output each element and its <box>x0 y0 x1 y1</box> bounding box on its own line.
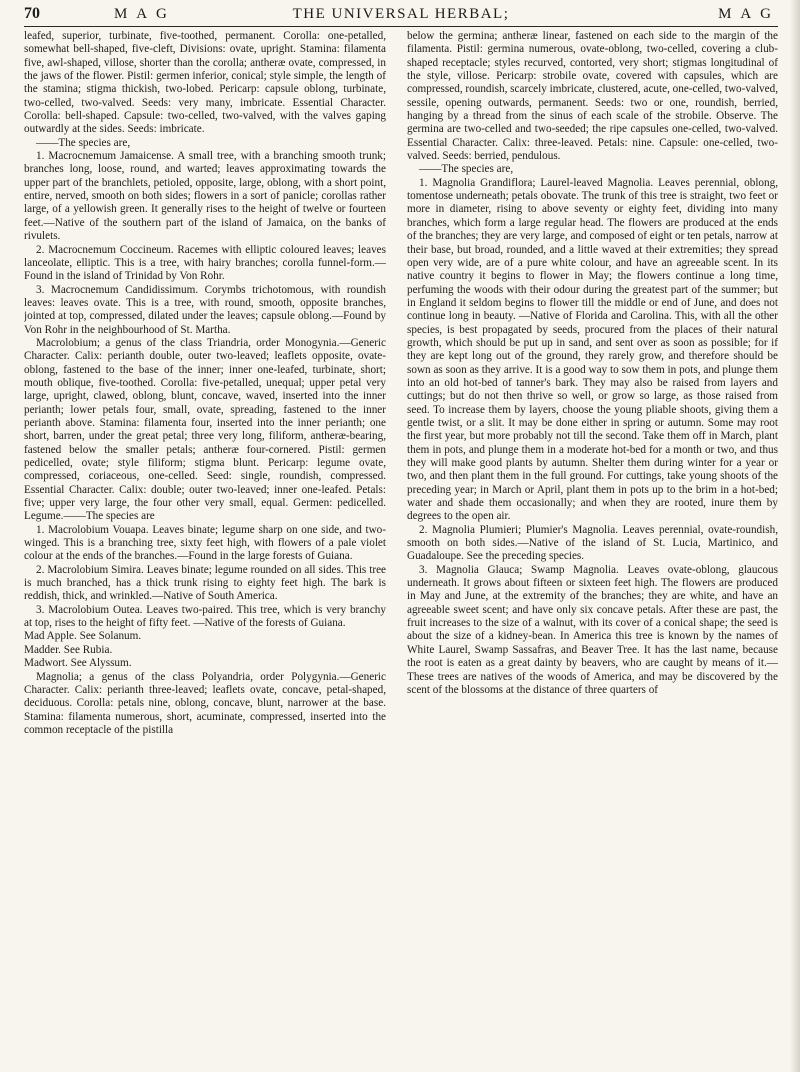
right-column <box>407 30 778 1066</box>
running-head-right: M A G <box>718 6 774 22</box>
cross-reference: Madwort. See Alyssum. <box>24 657 132 670</box>
text-columns <box>24 30 778 1066</box>
paragraph: 2. Macrolobium Simira. Leaves binate; legume rounded on all sides. This tree is much branched, has a thick trunk rising to eighty feet high. The bark is reddish, thick, and wrinkled.—Native of South America. <box>24 563 386 603</box>
species-heading: ——The species are, <box>36 136 131 149</box>
left-column <box>24 30 386 1066</box>
page-number: 70 <box>24 5 40 22</box>
running-header <box>24 4 778 27</box>
paragraph: 2. Magnolia Plumieri; Plumier's Magnolia. Leaves perennial, ovate-roundish, smooth on both sides.—Native of the island of St. Lucia, Martinico, and Guadaloupe. See the preceding species. <box>407 523 778 563</box>
book-title: THE UNIVERSAL HERBAL; <box>292 6 510 22</box>
running-head-left: M A G <box>114 6 170 22</box>
cross-reference: Madder. See Rubia. <box>24 643 113 656</box>
paragraph: 3. Magnolia Glauca; Swamp Magnolia. Leaves ovate-oblong, glaucous underneath. It grows about fifteen or sixteen feet high. The flowers are produced in May and June, at the extremity of the branches; they are white, and have an agreeable sweet scent; and have only six concave petals. After these are past, the fruit increases to the size of a walnut, with its cover of a conical shape; the seed is about the size of a kidney-bean. In America this tree is known by the names of White Laurel, Swamp Sassafras, and Beaver Tree. It has the last name, because the root is eaten as a great dainty by beavers, who are caught by means of it.—These trees are natives of the woods of America, and may be discovered by the scent of the blossoms at the distance of three quarters of <box>407 563 778 696</box>
paragraph: leafed, superior, turbinate, five-toothed, permanent. Corolla: one-petalled, somewhat bell-shaped, five-cleft, Divisions: ovate, upright. Stamina: filamenta five, awl-shaped, villose, shorter than the corolla; antheræ ovate, compressed, in the jaws of the flower. Pistil: germen inferior, conical; style simple, the length of the stamina; stigma thickish, two-lobed. Pericarp: capsule oblong, turbinate, two-celled, two-valved. Seeds: very many, imbricate. Essential Character. Corolla: bell-shaped. Capsule: two-celled, two-valved, with the valves gaping outwardly at the sides. Seeds: imbricate. <box>24 30 386 136</box>
genus-entry: Magnolia; a genus of the class Polyandria, order Polygynia.—Generic Character. Calix: perianth three-leaved; leaflets ovate, concave, petal-shaped, deciduous. Corolla: petals nine, oblong, concave, blunt, narrower at the base. Stamina: filamenta numerous, short, acuminate, compressed, inserted into the common receptacle of the pistilla <box>24 670 386 736</box>
species-heading: ——The species are, <box>419 163 514 176</box>
cross-reference: Mad Apple. See Solanum. <box>24 630 142 643</box>
page-edge-shadow <box>790 0 800 1072</box>
genus-entry: Macrolobium; a genus of the class Triandria, order Monogynia.—Generic Character. Calix: perianth double, outer two-leaved; leaflets opposite, ovate-oblong, fastened to the base of the inner; inner one-leafed, turbinate, short; mouth oblique, five-toothed. Corolla: five-petalled, unequal; upper petal very large, upright, clawed, oblong, blunt, concave, waved, inserted into the inner perianth; lower petals four, small, ovate, spreading, fastened to the inner perianth above. Stamina: filamenta four, inserted into the inner perianth; one short, barren, under the great petal; three very long, filiform, antheræ-bearing, fastened below the smaller petals; antheræ four-cornered. Pistil: germen pedicelled, ovate; style filiform; stigma blunt. Pericarp: legume ovate, compressed, coriaceous, one-celled. Seed: single, roundish, compressed. Essential Character. Calix: double; outer two-leaved; inner one-leafed. Petals: five; upper very large, the four other very small, equal. Germen: pedicelled. Legume.——The species are <box>24 336 386 523</box>
paragraph: 3. Macrolobium Outea. Leaves two-paired. This tree, which is very branchy at top, rises to the height of fifty feet. —Native of the forests of Guiana. <box>24 603 386 630</box>
paragraph: 1. Macrocnemum Jamaicense. A small tree, with a branching smooth trunk; branches long, loose, round, and warted; leaves approximating towards the upper part of the branchlets, petioled, opposite, large, oblong, with a short point, entire, nerved, smooth on both sides; flowers in a sort of panicle; corollas rather large, of a yellowish green. It generally rises to the height of twelve or fourteen feet.—Native of the southern part of the island of Jamaica, on the banks of rivulets. <box>24 150 386 243</box>
paragraph: 2. Macrocnemum Coccineum. Racemes with elliptic coloured leaves; leaves lanceolate, elliptic. This is a tree, with hairy branches; corolla funnel-form.—Found in the island of Trinidad by Von Rohr. <box>24 243 386 283</box>
paragraph: below the germina; antheræ linear, fastened on each side to the margin of the filamenta. Pistil: germina numerous, ovate-oblong, two-celled, covering a club-shaped receptacle; styles recurved, contorted, very short; stigmas longitudinal of the style, villose. Pericarp: strobile ovate, covered with capsules, which are compressed, roundish, scarcely imbricate, clustered, acute, one-celled, two-valved, sessile, opening outwards, permanent. Seeds: two or one, roundish, berried, hanging by a thread from the sinus of each scale of the strobile. Observe. The germina are two-celled and two-seeded; the ripe capsules one-celled, two-valved. Essential Character. Calix: three-leaved. Petals: nine. Capsule: one-celled, two-valved. Seeds: berried, pendulous. <box>407 30 778 163</box>
paragraph: 3. Macrocnemum Candidissimum. Corymbs trichotomous, with roundish leaves: leaves ovate. This is a tree, with round, smooth, opposite branches, jointed at top, compressed, dilated under the leaves; capsule oblong.—Found by Von Rohr in the neighbourhood of St. Martha. <box>24 283 386 336</box>
paragraph: 1. Macrolobium Vouapa. Leaves binate; legume sharp on one side, and two-winged. This is a branching tree, sixty feet high, with flowers of a pale violet colour at the ends of the branches.—Found in the large forests of Guiana. <box>24 523 386 563</box>
paragraph: 1. Magnolia Grandiflora; Laurel-leaved Magnolia. Leaves perennial, oblong, tomentose underneath; petals obovate. The trunk of this tree is straight, two feet or more in diameter, rising to above seventy or eighty feet, dividing into many branches, which form a large regular head. The flowers are produced at the ends of the branches; they are very large, and composed of eight or ten petals, narrow at their base, but broad, rounded, and a little waved at their extremities; they spread open very wide, are of a pure white colour, and have an agreeable scent. In its native country it begins to flower in May; the flowers continue a long time, perfuming the woods with their odour during the greatest part of the summer; but in England it seldom begins to flower till the middle or end of June, and does not continue long in beauty. —Native of Florida and Carolina. This, with all the other species, is best propagated by seeds, procured from the places of their natural growth, which should be put up in sand, and sent over as soon as possible; for if they are kept long out of the ground, they rarely grow, and therefore should be sown as soon as they arrive. It is a good way to sow them in pots, and plunge them into an old hot-bed of tanner's bark. They may also be raised from layers and cuttings; but do not then thrive so well, or grow so large, as those raised from seed. To increase them by layers, choose the young pliable shoots, giving them a gentle twist, or a slit. It may be done either in spring or autumn. Some may root the first year, but more probably not till the second. Take them off in March, plant them in pots, and plunge them in a moderate hot-bed for a month or two, and thus they will make good plants by autumn. Shelter them during winter for a year or two, and then plant them in the full ground. For cuttings, take young shoots of the preceding year; in March or April, plant them in pots up to the brim in a hot-bed; water and shade them occasionally; and when they are rooted, inure them by degrees to the open air. <box>407 176 778 523</box>
